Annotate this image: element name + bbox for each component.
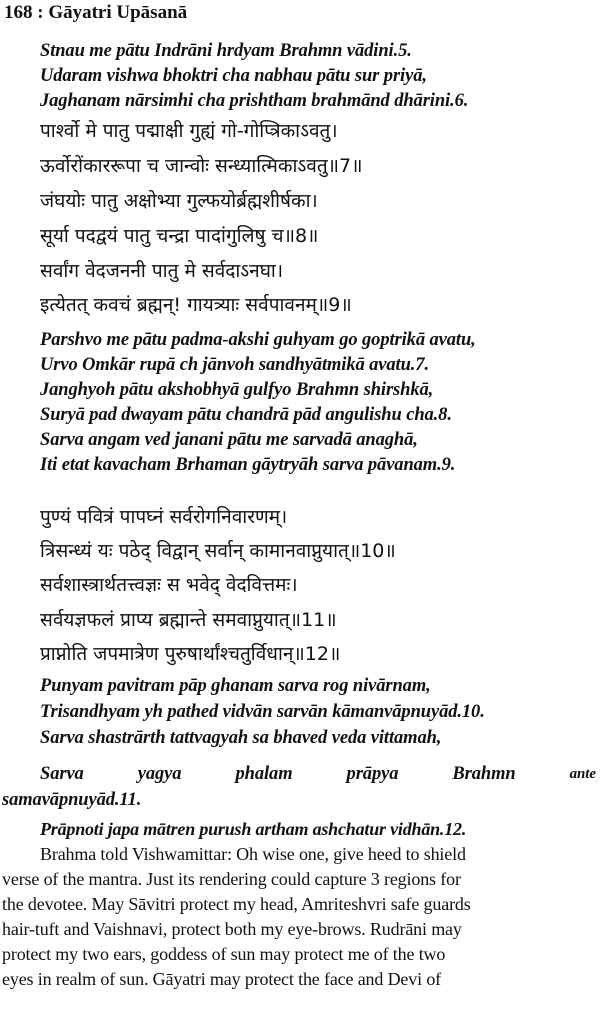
word: yagya	[137, 764, 182, 784]
transliteration-line: Udaram vishwa bhoktri cha nabhau pātu sur priyā,	[40, 66, 427, 86]
sanskrit-verse-line: पार्श्वो मे पातु पद्माक्षी गुह्यं गो-गोप्त्रिकाऽवतु।	[40, 120, 338, 142]
translation-line: protect my two ears, goddess of sun may protect me of the two	[2, 944, 446, 964]
transliteration-line: Stnau me pātu Indrāni hrdyam Brahmn vādini.5.	[40, 41, 412, 61]
word: ante	[569, 766, 596, 782]
sanskrit-verse-line: सर्वांग वेदजननी पातु मे सर्वदाऽनघा।	[40, 260, 284, 282]
sanskrit-verse-line: प्राप्नोति जपमात्रेण पुरुषार्थांश्चतुर्विधान्॥12॥	[40, 643, 341, 665]
word: phalam	[235, 764, 293, 784]
transliteration-line: Urvo Omkār rupā ch jānvoh sandhyātmikā avatu.7.	[40, 355, 429, 375]
translation-line: hair-tuft and Vaishnavi, protect both my eye-brows. Rudrāni may	[2, 919, 462, 939]
transliteration-line: Iti etat kavacham Brhaman gāytryāh sarva pāvanam.9.	[40, 455, 456, 475]
translation-line: eyes in realm of sun. Gāyatri may protect the face and Devi of	[2, 969, 442, 989]
sanskrit-verse-line: सर्वशास्त्रार्थतत्त्वज्ञः स भवेद् वेदवित्तमः।	[40, 574, 298, 596]
transliteration-line: samavāpnuyād.11.	[2, 790, 142, 810]
word: prāpya	[346, 764, 399, 784]
transliteration-line: Parshvo me pātu padma-akshi guhyam go goptrikā avatu,	[40, 330, 476, 350]
transliteration-line: Punyam pavitram pāp ghanam sarva rog nivārnam,	[40, 676, 431, 696]
sanskrit-verse-line: इत्येतत् कवचं ब्रह्मन्! गायत्र्याः सर्वपावनम्॥9॥	[40, 294, 352, 316]
sanskrit-verse-line: सूर्या पदद्वयं पातु चन्द्रा पादांगुलिषु च॥8॥	[40, 225, 319, 247]
word: Sarva	[40, 764, 84, 784]
transliteration-line: Sarva angam ved janani pātu me sarvadā anaghā,	[40, 430, 418, 450]
sanskrit-verse-line: ऊर्वोरोंकाररूपा च जान्वोः सन्ध्यात्मिकाऽवतु॥7॥	[40, 155, 363, 177]
transliteration-line: Prāpnoti japa mātren purush artham ashchatur vidhān.12.	[40, 819, 467, 839]
sanskrit-verse-line: त्रिसन्ध्यं यः पठेद् विद्वान् सर्वान् कामानवाप्नुयात्॥10॥	[40, 540, 396, 562]
translation-line: verse of the mantra. Just its rendering could capture 3 regions for	[2, 869, 461, 889]
translation-line: Brahma told Vishwamittar: Oh wise one, give heed to shield	[40, 844, 466, 864]
transliteration-line: Sarva shastrārth tattvagyah sa bhaved veda vittamah,	[40, 728, 442, 748]
sanskrit-verse-line: जंघयोः पातु अक्षोभ्या गुल्फयोर्ब्रह्मशीर्षका।	[40, 190, 318, 212]
transliteration-line: Jaghanam nārsimhi cha prishtham brahmānd dhārini.6.	[40, 91, 469, 111]
transliteration-line: Trisandhyam yh pathed vidvān sarvān kāmanvāpnuyād.10.	[40, 702, 485, 722]
word: Brahmn	[452, 764, 516, 784]
page-header: 168 : Gāyatri Upāsanā	[4, 2, 188, 23]
sanskrit-verse-line: सर्वयज्ञफलं प्राप्य ब्रह्मान्ते समवाप्नुयात्॥11॥	[40, 609, 337, 631]
transliteration-line: Suryā pad dwayam pātu chandrā pād angulishu cha.8.	[40, 405, 452, 425]
justified-transliteration-line	[40, 762, 596, 786]
translation-line: the devotee. May Sāvitri protect my head, Amriteshvri safe guards	[2, 894, 471, 914]
sanskrit-verse-line: पुण्यं पवित्रं पापघ्नं सर्वरोगनिवारणम्।	[40, 506, 288, 528]
transliteration-line: Janghyoh pātu akshobhyā gulfyo Brahmn shirshkā,	[40, 380, 434, 400]
